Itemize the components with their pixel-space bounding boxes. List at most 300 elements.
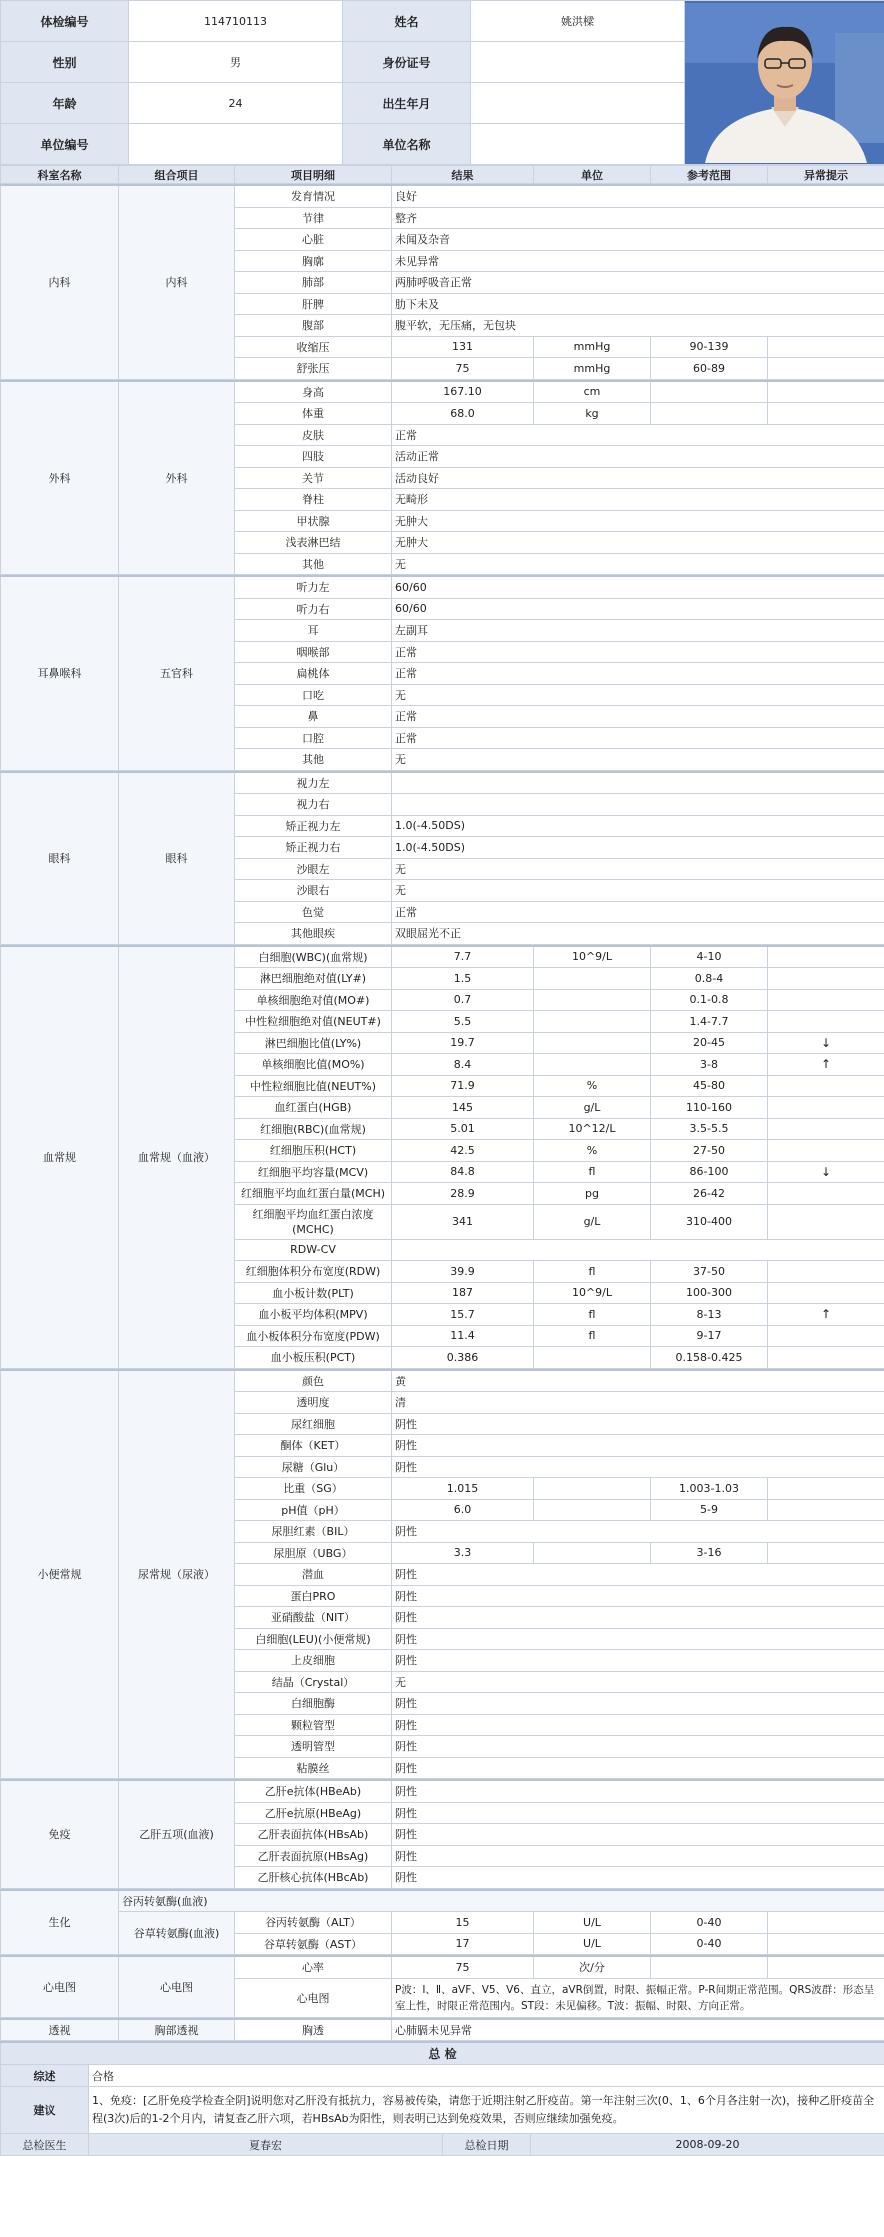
dept-ent: 耳鼻喉科	[1, 576, 119, 770]
item-label: 甲状腺	[235, 510, 392, 532]
item-label: 节律	[235, 207, 392, 229]
result-value: 15.7	[392, 1304, 534, 1326]
item-label: 腹部	[235, 315, 392, 337]
item-label: 中性粒细胞比值(NEUT%)	[235, 1075, 392, 1097]
table-row	[1, 1780, 884, 1802]
result-value: 左副耳	[392, 620, 884, 642]
ref-range: 3.5-5.5	[651, 1118, 768, 1140]
item-label: 血小板体积分布宽度(PDW)	[235, 1325, 392, 1347]
abnormal-flag	[768, 1183, 884, 1205]
unit-value: cm	[534, 381, 651, 403]
group-surgery: 外科	[119, 381, 235, 575]
item-label: 粘膜丝	[235, 1757, 392, 1779]
abnormal-flag	[768, 989, 884, 1011]
unit-value	[534, 1054, 651, 1076]
item-label: 红细胞体积分布宽度(RDW)	[235, 1261, 392, 1283]
item-label: 红细胞平均血红蛋白量(MCH)	[235, 1183, 392, 1205]
unit-value: 10^9/L	[534, 946, 651, 968]
ref-range: 3-16	[651, 1542, 768, 1564]
result-value	[392, 1239, 884, 1261]
result-value: 阴性	[392, 1564, 884, 1586]
result-xray: 心肺膈未见异常	[392, 2019, 884, 2041]
group-ast: 谷草转氨酶(血液)	[119, 1912, 235, 1955]
result-value: 无	[392, 684, 884, 706]
advice-value: 1、免疫：[乙肝免疫学检查全阴]说明您对乙肝没有抵抗力，容易被传染，请您于近期注射乙肝疫苗。第一年注射三次(0、1、6个月各注射一次)，接种乙肝疫苗全程(3次)后的1-2个月内，请复查乙肝六项，若HBsAb为阳性，则表明已达到免疫效果，否则应继续加强免疫。	[89, 2087, 884, 2134]
name-label: 姓名	[343, 1, 471, 42]
result-value: 阴性	[392, 1714, 884, 1736]
group-immune: 乙肝五项(血液)	[119, 1780, 235, 1888]
item-label: 血小板压积(PCT)	[235, 1347, 392, 1369]
result-value: 阴性	[392, 1650, 884, 1672]
group-ecg: 心电图	[119, 1956, 235, 2017]
dept-blood: 血常规	[1, 946, 119, 1369]
section-blood	[0, 945, 884, 1369]
group-ent: 五官科	[119, 576, 235, 770]
ref-range: 9-17	[651, 1325, 768, 1347]
result-value: 167.10	[392, 381, 534, 403]
item-label: 中性粒细胞绝对值(NEUT#)	[235, 1011, 392, 1033]
flag-heart-rate	[768, 1956, 884, 1978]
item-label: 脊柱	[235, 489, 392, 511]
item-label: 白细胞(LEU)(小便常规)	[235, 1628, 392, 1650]
item-label: 乙肝核心抗体(HBcAb)	[235, 1867, 392, 1889]
result-value: 阴性	[392, 1628, 884, 1650]
result-value: 84.8	[392, 1161, 534, 1183]
item-label: 淋巴细胞绝对值(LY#)	[235, 968, 392, 990]
result-value: 阴性	[392, 1456, 884, 1478]
unit-alt: U/L	[534, 1912, 651, 1934]
result-value: 187	[392, 1282, 534, 1304]
column-header-row	[0, 165, 884, 184]
result-value	[392, 794, 884, 816]
item-label: pH值（pH）	[235, 1499, 392, 1521]
dob-value	[471, 83, 685, 124]
group-internal: 内科	[119, 185, 235, 379]
result-value: 1.0(-4.50DS)	[392, 837, 884, 859]
result-value: 阴性	[392, 1780, 884, 1802]
item-heart-rate: 心率	[235, 1956, 392, 1978]
item-label: 其他	[235, 749, 392, 771]
abnormal-flag	[768, 1118, 884, 1140]
result-value: 无畸形	[392, 489, 884, 511]
result-value	[392, 772, 884, 794]
ref-range: 1.003-1.03	[651, 1478, 768, 1500]
sex-value: 男	[129, 42, 343, 83]
result-value: 阴性	[392, 1413, 884, 1435]
ref-range: 37-50	[651, 1261, 768, 1283]
ref-range: 3-8	[651, 1054, 768, 1076]
result-value: 整齐	[392, 207, 884, 229]
item-label: 乙肝表面抗体(HBsAb)	[235, 1824, 392, 1846]
table-row	[1, 576, 884, 598]
result-value: 阴性	[392, 1845, 884, 1867]
summary-title: 总 检	[1, 2042, 884, 2065]
id-value	[471, 42, 685, 83]
result-value: 未闻及杂音	[392, 229, 884, 251]
item-label: 单核细胞比值(MO%)	[235, 1054, 392, 1076]
item-label: 视力右	[235, 794, 392, 816]
dept-urine: 小便常规	[1, 1370, 119, 1779]
unit-value	[534, 968, 651, 990]
abnormal-flag	[768, 381, 884, 403]
unit-value	[534, 1478, 651, 1500]
section-internal	[0, 184, 884, 380]
result-value: 145	[392, 1097, 534, 1119]
ref-range: 60-89	[651, 358, 768, 380]
dept-eye: 眼科	[1, 772, 119, 945]
unit-value: g/L	[534, 1204, 651, 1239]
col-item: 项目明细	[235, 166, 392, 184]
overview-label: 综述	[1, 2065, 89, 2087]
ref-range: 100-300	[651, 1282, 768, 1304]
table-row	[1, 185, 884, 207]
result-value: 阴性	[392, 1521, 884, 1543]
sections	[0, 184, 884, 2041]
col-ref: 参考范围	[651, 166, 768, 184]
item-label: 尿胆红素（BIL）	[235, 1521, 392, 1543]
result-value: 1.5	[392, 968, 534, 990]
overview-value: 合格	[89, 2065, 884, 2087]
result-value: 双眼屈光不正	[392, 923, 884, 945]
item-label: 沙眼右	[235, 880, 392, 902]
item-label: 口吃	[235, 684, 392, 706]
item-label: 上皮细胞	[235, 1650, 392, 1672]
unit-value: 10^12/L	[534, 1118, 651, 1140]
item-label: 颗粒管型	[235, 1714, 392, 1736]
result-value: 1.0(-4.50DS)	[392, 815, 884, 837]
item-label: 白细胞酶	[235, 1693, 392, 1715]
result-value: 阴性	[392, 1585, 884, 1607]
item-label: 尿糖（Glu）	[235, 1456, 392, 1478]
dept-immune: 免疫	[1, 1780, 119, 1888]
abnormal-flag	[768, 968, 884, 990]
ref-ast: 0-40	[651, 1933, 768, 1955]
section-ent	[0, 575, 884, 771]
section-immune	[0, 1779, 884, 1889]
result-value: 无	[392, 749, 884, 771]
ref-range	[651, 381, 768, 403]
item-label: 淋巴细胞比值(LY%)	[235, 1032, 392, 1054]
result-value: 肋下未及	[392, 293, 884, 315]
abnormal-flag	[768, 1140, 884, 1162]
unit-value: %	[534, 1140, 651, 1162]
ref-range: 310-400	[651, 1204, 768, 1239]
ref-range: 45-80	[651, 1075, 768, 1097]
group-eye: 眼科	[119, 772, 235, 945]
result-value: 75	[392, 358, 534, 380]
dept-internal: 内科	[1, 185, 119, 379]
item-label: 乙肝表面抗原(HBsAg)	[235, 1845, 392, 1867]
dept-surgery: 外科	[1, 381, 119, 575]
unit-no-label: 单位编号	[1, 124, 129, 165]
result-ecg: P波：Ⅰ、Ⅱ、aVF、V5、V6、直立，aVR倒置，时限、振幅正常。P-R间期正常范围。QRS波群：形态呈室上性，时限正常范围内。ST段：未见偏移。T波：振幅、时限、方向正常。	[392, 1978, 884, 2017]
flag-alt	[768, 1912, 884, 1934]
result-value: 60/60	[392, 576, 884, 598]
result-alt: 15	[392, 1912, 534, 1934]
unit-value: fl	[534, 1161, 651, 1183]
unit-value: mmHg	[534, 358, 651, 380]
abnormal-flag	[768, 403, 884, 425]
result-value: 阴性	[392, 1867, 884, 1889]
result-heart-rate: 75	[392, 1956, 534, 1978]
item-label: 肝脾	[235, 293, 392, 315]
section-biochem	[0, 1889, 884, 1956]
summary-table	[0, 2041, 884, 2156]
abnormal-flag	[768, 946, 884, 968]
unit-value: pg	[534, 1183, 651, 1205]
item-label: 皮肤	[235, 424, 392, 446]
result-value: 8.4	[392, 1054, 534, 1076]
age-label: 年龄	[1, 83, 129, 124]
item-label: 红细胞压积(HCT)	[235, 1140, 392, 1162]
result-value: 正常	[392, 424, 884, 446]
item-label: 耳	[235, 620, 392, 642]
result-value: 7.7	[392, 946, 534, 968]
item-label: 矫正视力左	[235, 815, 392, 837]
result-value: 5.5	[392, 1011, 534, 1033]
result-value: 无	[392, 553, 884, 575]
patient-photo-image	[685, 3, 884, 163]
result-value: 未见异常	[392, 250, 884, 272]
abnormal-flag	[768, 358, 884, 380]
result-value: 无	[392, 1671, 884, 1693]
col-flag: 异常提示	[768, 166, 884, 184]
item-label: 乙肝e抗原(HBeAg)	[235, 1802, 392, 1824]
ref-range: 26-42	[651, 1183, 768, 1205]
unit-ast: U/L	[534, 1933, 651, 1955]
item-label: 胸廓	[235, 250, 392, 272]
item-label: 舒张压	[235, 358, 392, 380]
item-label: 白细胞(WBC)(血常规)	[235, 946, 392, 968]
ref-range: 90-139	[651, 336, 768, 358]
item-label: 咽喉部	[235, 641, 392, 663]
item-label: 尿胆原（UBG）	[235, 1542, 392, 1564]
unit-no-value	[129, 124, 343, 165]
unit-value: mmHg	[534, 336, 651, 358]
result-value: 71.9	[392, 1075, 534, 1097]
date-label: 总检日期	[443, 2134, 531, 2156]
table-row	[1, 381, 884, 403]
date-value: 2008-09-20	[531, 2134, 884, 2156]
result-value: 6.0	[392, 1499, 534, 1521]
unit-value: g/L	[534, 1097, 651, 1119]
item-label: 亚硝酸盐（NIT）	[235, 1607, 392, 1629]
unit-value: kg	[534, 403, 651, 425]
abnormal-flag: ↑	[768, 1054, 884, 1076]
item-label: 透明度	[235, 1392, 392, 1414]
result-value: 阴性	[392, 1802, 884, 1824]
group-xray: 胸部透视	[119, 2019, 235, 2041]
unit-value: %	[534, 1075, 651, 1097]
item-label: 体重	[235, 403, 392, 425]
exam-no-label: 体检编号	[1, 1, 129, 42]
item-label: 红细胞平均血红蛋白浓度(MCHC)	[235, 1204, 392, 1239]
item-label: 透明管型	[235, 1736, 392, 1758]
result-value: 黄	[392, 1370, 884, 1392]
item-label: 其他	[235, 553, 392, 575]
item-label: 比重（SG）	[235, 1478, 392, 1500]
dept-xray: 透视	[1, 2019, 119, 2041]
abnormal-flag	[768, 1261, 884, 1283]
ref-range: 0.8-4	[651, 968, 768, 990]
abnormal-flag	[768, 1542, 884, 1564]
item-label: 肺部	[235, 272, 392, 294]
item-label: 颜色	[235, 1370, 392, 1392]
id-label: 身份证号	[343, 42, 471, 83]
result-value: 1.015	[392, 1478, 534, 1500]
item-label: 四肢	[235, 446, 392, 468]
exam-no-value: 114710113	[129, 1, 343, 42]
group-alt: 谷丙转氨酶(血液)	[119, 1890, 884, 1912]
result-value: 42.5	[392, 1140, 534, 1162]
result-value: 阴性	[392, 1757, 884, 1779]
unit-value	[534, 1542, 651, 1564]
result-value: 131	[392, 336, 534, 358]
section-ecg	[0, 1955, 884, 2018]
ref-range: 8-13	[651, 1304, 768, 1326]
ref-range: 86-100	[651, 1161, 768, 1183]
item-label: 视力左	[235, 772, 392, 794]
item-label: 听力左	[235, 576, 392, 598]
item-label: 血小板计数(PLT)	[235, 1282, 392, 1304]
result-value: 腹平软，无压痛，无包块	[392, 315, 884, 337]
result-value: 11.4	[392, 1325, 534, 1347]
col-result: 结果	[392, 166, 534, 184]
item-label: 乙肝e抗体(HBeAb)	[235, 1780, 392, 1802]
result-value: 无	[392, 858, 884, 880]
item-label: 发育情况	[235, 185, 392, 207]
ref-range: 0.1-0.8	[651, 989, 768, 1011]
dob-label: 出生年月	[343, 83, 471, 124]
result-value: 68.0	[392, 403, 534, 425]
item-label: 其他眼疾	[235, 923, 392, 945]
result-value: 两肺呼吸音正常	[392, 272, 884, 294]
item-label: 沙眼左	[235, 858, 392, 880]
item-label: RDW-CV	[235, 1239, 392, 1261]
item-label: 矫正视力右	[235, 837, 392, 859]
item-label: 蛋白PRO	[235, 1585, 392, 1607]
result-value: 19.7	[392, 1032, 534, 1054]
item-label: 潜血	[235, 1564, 392, 1586]
section-eye	[0, 771, 884, 945]
item-label: 血红蛋白(HGB)	[235, 1097, 392, 1119]
group-blood: 血常规（血液）	[119, 946, 235, 1369]
unit-name-value	[471, 124, 685, 165]
abnormal-flag	[768, 1347, 884, 1369]
result-value: 60/60	[392, 598, 884, 620]
doctor-label: 总检医生	[1, 2134, 89, 2156]
item-ast: 谷草转氨酶（AST）	[235, 1933, 392, 1955]
col-dept: 科室名称	[1, 166, 119, 184]
flag-ast	[768, 1933, 884, 1955]
item-label: 扁桃体	[235, 663, 392, 685]
col-unit: 单位	[534, 166, 651, 184]
result-value: 无肿大	[392, 532, 884, 554]
table-row	[1, 1370, 884, 1392]
age-value: 24	[129, 83, 343, 124]
unit-value: 10^9/L	[534, 1282, 651, 1304]
unit-value: fl	[534, 1304, 651, 1326]
result-value: 5.01	[392, 1118, 534, 1140]
doctor-value: 夏春宏	[89, 2134, 443, 2156]
item-label: 尿红细胞	[235, 1413, 392, 1435]
section-xray	[0, 2018, 884, 2042]
result-value: 阴性	[392, 1736, 884, 1758]
abnormal-flag	[768, 1478, 884, 1500]
result-value: 阴性	[392, 1824, 884, 1846]
item-label: 结晶（Crystal）	[235, 1671, 392, 1693]
table-row	[1, 946, 884, 968]
advice-label: 建议	[1, 2087, 89, 2134]
patient-photo	[685, 1, 884, 165]
abnormal-flag	[768, 1097, 884, 1119]
item-label: 浅表淋巴结	[235, 532, 392, 554]
item-label: 关节	[235, 467, 392, 489]
item-label: 身高	[235, 381, 392, 403]
item-label: 血小板平均体积(MPV)	[235, 1304, 392, 1326]
unit-value	[534, 1011, 651, 1033]
item-label: 酮体（KET）	[235, 1435, 392, 1457]
item-label: 色觉	[235, 901, 392, 923]
ref-range	[651, 403, 768, 425]
abnormal-flag	[768, 1204, 884, 1239]
result-value: 341	[392, 1204, 534, 1239]
result-value: 正常	[392, 901, 884, 923]
unit-value	[534, 1032, 651, 1054]
result-value: 良好	[392, 185, 884, 207]
ref-range: 110-160	[651, 1097, 768, 1119]
result-value: 正常	[392, 663, 884, 685]
item-label: 心脏	[235, 229, 392, 251]
result-value: 正常	[392, 727, 884, 749]
result-value: 阴性	[392, 1607, 884, 1629]
unit-value	[534, 989, 651, 1011]
ref-range: 1.4-7.7	[651, 1011, 768, 1033]
result-value: 正常	[392, 641, 884, 663]
section-surgery	[0, 380, 884, 576]
ref-range: 5-9	[651, 1499, 768, 1521]
col-group: 组合项目	[119, 166, 235, 184]
result-value: 0.7	[392, 989, 534, 1011]
result-value: 39.9	[392, 1261, 534, 1283]
item-label: 红细胞(RBC)(血常规)	[235, 1118, 392, 1140]
item-label: 单核细胞绝对值(MO#)	[235, 989, 392, 1011]
section-urine	[0, 1369, 884, 1780]
abnormal-flag: ↓	[768, 1161, 884, 1183]
item-label: 鼻	[235, 706, 392, 728]
abnormal-flag	[768, 1325, 884, 1347]
ref-alt: 0-40	[651, 1912, 768, 1934]
group-urine: 尿常规（尿液）	[119, 1370, 235, 1779]
item-ecg: 心电图	[235, 1978, 392, 2017]
item-label: 收缩压	[235, 336, 392, 358]
unit-value	[534, 1347, 651, 1369]
ref-range: 4-10	[651, 946, 768, 968]
unit-heart-rate: 次/分	[534, 1956, 651, 1978]
result-value: 0.386	[392, 1347, 534, 1369]
result-value: 阴性	[392, 1435, 884, 1457]
unit-value	[534, 1499, 651, 1521]
ref-range: 0.158-0.425	[651, 1347, 768, 1369]
result-value: 正常	[392, 706, 884, 728]
dept-ecg: 心电图	[1, 1956, 119, 2017]
result-value: 无	[392, 880, 884, 902]
abnormal-flag	[768, 1499, 884, 1521]
abnormal-flag: ↑	[768, 1304, 884, 1326]
result-ast: 17	[392, 1933, 534, 1955]
unit-value: fl	[534, 1261, 651, 1283]
item-label: 听力右	[235, 598, 392, 620]
